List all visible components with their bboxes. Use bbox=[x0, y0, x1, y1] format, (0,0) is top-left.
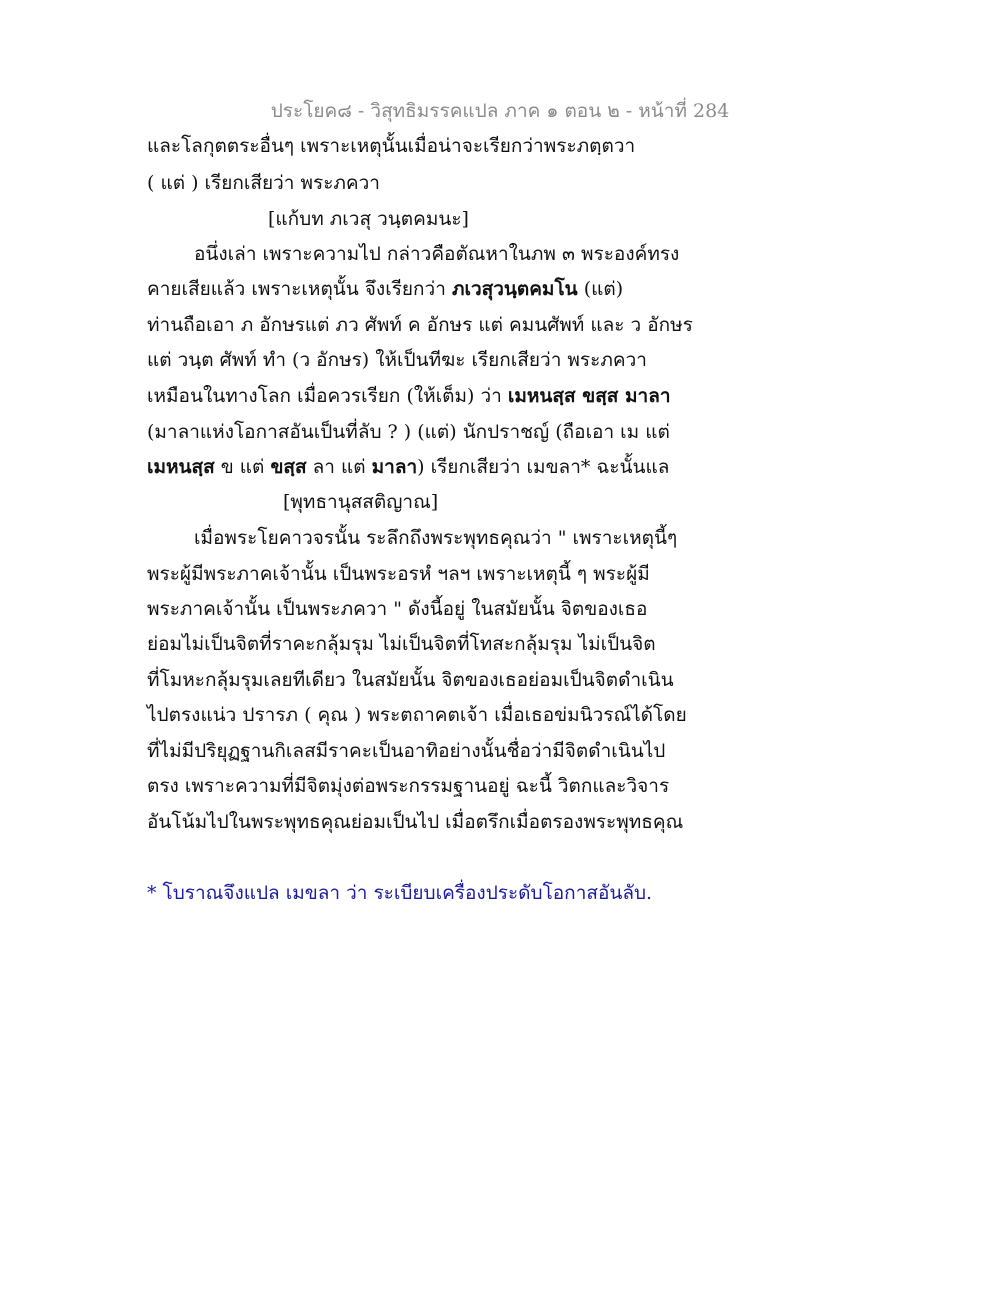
text-line: (มาลาแห่งโอกาสอันเป็นที่ลับ ? ) (แต่) นักปราชญ์ (ถือเอา เม แต่ bbox=[147, 421, 670, 443]
text-line: พระภาคเจ้านั้น เป็นพระภควา " ดังนี้อยู่ ในสมัยนั้น จิตของเธอ bbox=[147, 598, 648, 620]
footnote: * โบราณจึงแปล เมขลา ว่า ระเบียบเครื่องประดับโอกาสอันลับ. bbox=[147, 882, 653, 904]
section-heading: [แก้บท ภเวสุ วนฺตคมนะ] bbox=[268, 208, 469, 230]
text-line: เมหนสฺส ข แต่ ขสฺส ลา แต่ มาลา) เรียกเสียว่า เมขลา* ฉะนั้นแล bbox=[147, 456, 670, 478]
text-line: ( แต่ ) เรียกเสียว่า พระภควา bbox=[147, 172, 380, 194]
text-line: ไปตรงแน่ว ปรารภ ( คุณ ) พระตถาคตเจ้า เมื่อเธอข่มนิวรณ์ได้โดย bbox=[147, 704, 687, 726]
text-line: ท่านถือเอา ภ อักษรแต่ ภว ศัพท์ ค อักษร แต่ คมนศัพท์ และ ว อักษร bbox=[147, 314, 693, 336]
page-header: ประโยค๘ - วิสุทธิมรรคแปล ภาค ๑ ตอน ๒ - หน้าที่ 284 bbox=[270, 100, 730, 122]
text-line: ย่อมไม่เป็นจิตที่ราคะกลุ้มรุม ไม่เป็นจิตที่โทสะกลุ้มรุม ไม่เป็นจิต bbox=[147, 633, 656, 655]
text-line: ที่ไม่มีปริยุฏฐานกิเลสมีราคะเป็นอาทิอย่างนั้นชื่อว่ามีจิตดำเนินไป bbox=[147, 740, 666, 762]
text-line: แต่ วนฺต ศัพท์ ทำ (ว อักษร) ให้เป็นทีฆะ เรียกเสียว่า พระภควา bbox=[147, 349, 647, 371]
text-line: พระผู้มีพระภาคเจ้านั้น เป็นพระอรหํ ฯลฯ เพราะเหตุนี้ ๆ พระผู้มี bbox=[147, 563, 650, 585]
text-line: อันโน้มไปในพระพุทธคุณย่อมเป็นไป เมื่อตรึกเมื่อตรองพระพุทธคุณ bbox=[147, 811, 684, 833]
text-line: เหมือนในทางโลก เมื่อควรเรียก (ให้เต็ม) ว่า เมหนสฺส ขสฺส มาลา bbox=[147, 385, 671, 407]
text-line: อนึ่งเล่า เพราะความไป กล่าวคือตัณหาในภพ ๓ พระองค์ทรง bbox=[194, 243, 680, 265]
text-line: และโลกุตตระอื่นๆ เพราะเหตุนั้นเมื่อน่าจะเรียกว่าพระภตฺตวา bbox=[147, 135, 636, 157]
text-line: ที่โมหะกลุ้มรุมเลยทีเดียว ในสมัยนั้น จิตของเธอย่อมเป็นจิตดำเนิน bbox=[147, 669, 674, 691]
text-line: ตรง เพราะความที่มีจิตมุ่งต่อพระกรรมฐานอยู่ ฉะนี้ วิตกและวิจาร bbox=[147, 775, 670, 797]
section-heading: [พุทธานุสสติญาณ] bbox=[283, 491, 439, 513]
text-line: เมื่อพระโยคาวจรนั้น ระลึกถึงพระพุทธคุณว่า " เพราะเหตุนี้ๆ bbox=[194, 527, 678, 549]
text-line: คายเสียแล้ว เพราะเหตุนั้น จึงเรียกว่า ภเวสุวนฺตคมโน (แต่) bbox=[147, 278, 624, 300]
